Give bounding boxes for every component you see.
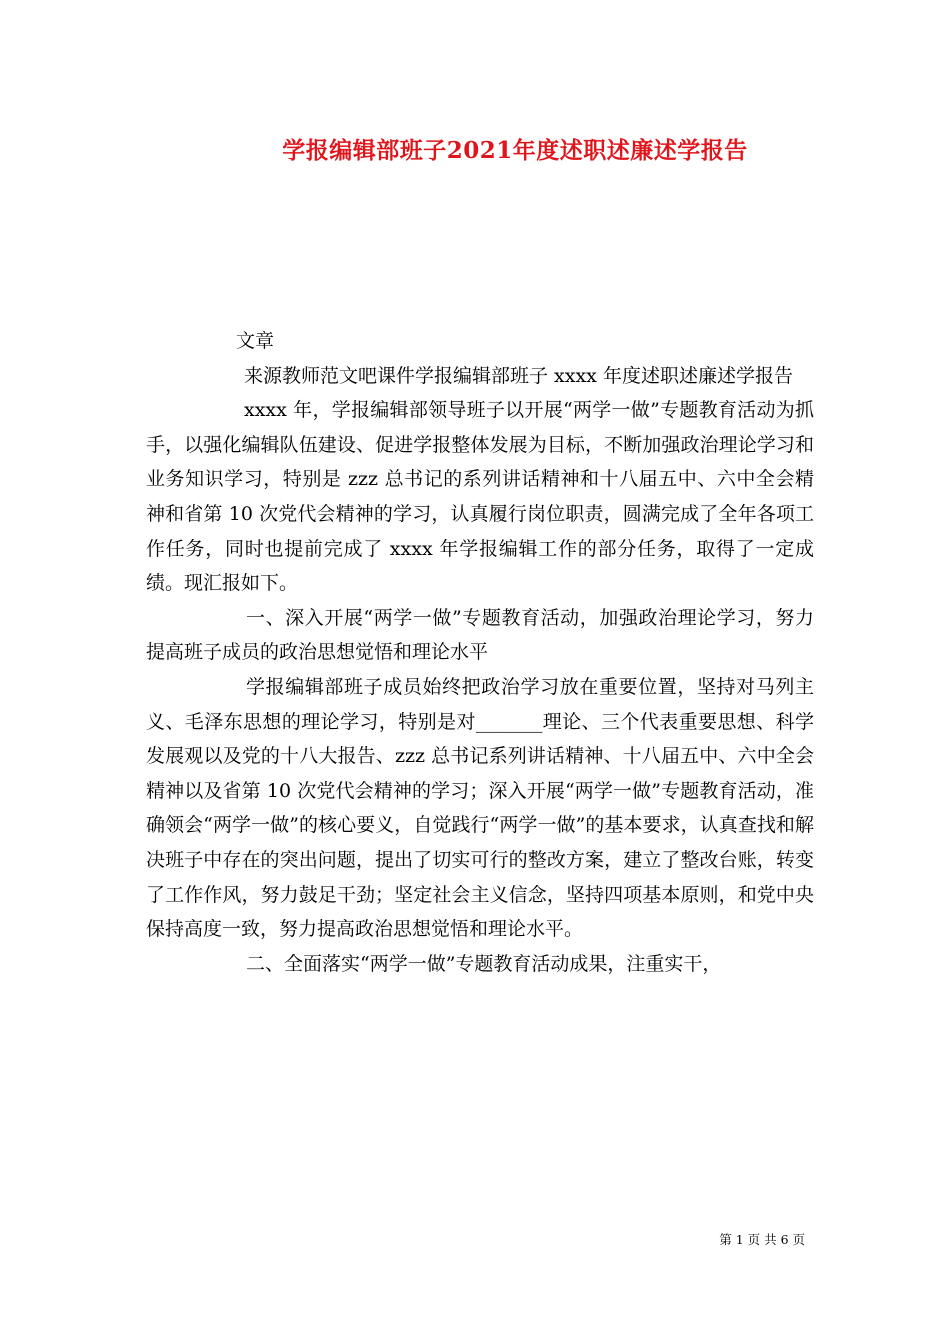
document-title: 学报编辑部班子2021年度述职述廉述学报告 bbox=[282, 137, 748, 164]
section-1-paragraph: 学报编辑部班子成员始终把政治学习放在重要位置，坚持对马列主义、毛泽东思想的理论学习，特别是对_______理论、三个代表重要思想、科学发展观以及党的十八大报告、zzz 总书记系列讲话精神、十八届五中、六中全会精神以及省第 10 次党代会精神的学习；深入开展“两学一做”专题教育活动，准确领会“两学一做”的核心要义，自觉践行“两学一做”的基本要求，认真查找和解决班子中存在的突出问题，提出了切实可行的整改方案，建立了整改台账，转变了工作作风，努力鼓足干劲；坚定社会主义信念，坚持四项基本原则，和党中央保持高度一致，努力提高政治思想觉悟和理论水平。 bbox=[146, 675, 814, 941]
intro-paragraph: xxxx 年，学报编辑部领导班子以开展“两学一做”专题教育活动为抓手，以强化编辑队伍建设、促进学报整体发展为目标，不断加强政治理论学习和业务知识学习，特别是 zzz 总书记的系列讲话精神和十八届五中、六中全会精神和省第 10 次党代会精神的学习，认真履行岗位职责，圆满完成了全年各项工作任务，同时也提前完成了 xxxx 年学报编辑工作的部分任务，取得了一定成绩。现汇报如下。 bbox=[146, 399, 814, 595]
source-paragraph: 来源教师范文吧课件学报编辑部班子 xxxx 年度述职述廉述学报告 bbox=[244, 364, 793, 387]
page-indicator: 第 1 页 共 6 页 bbox=[719, 1232, 805, 1247]
section-heading-2: 二、全面落实“两学一做”专题教育活动成果，注重实干， bbox=[246, 952, 722, 975]
section-heading-1: 一、深入开展“两学一做”专题教育活动，加强政治理论学习，努力提高班子成员的政治思想觉悟和理论水平 bbox=[146, 606, 814, 664]
document-body bbox=[146, 324, 814, 981]
article-label: 文章 bbox=[236, 330, 275, 352]
